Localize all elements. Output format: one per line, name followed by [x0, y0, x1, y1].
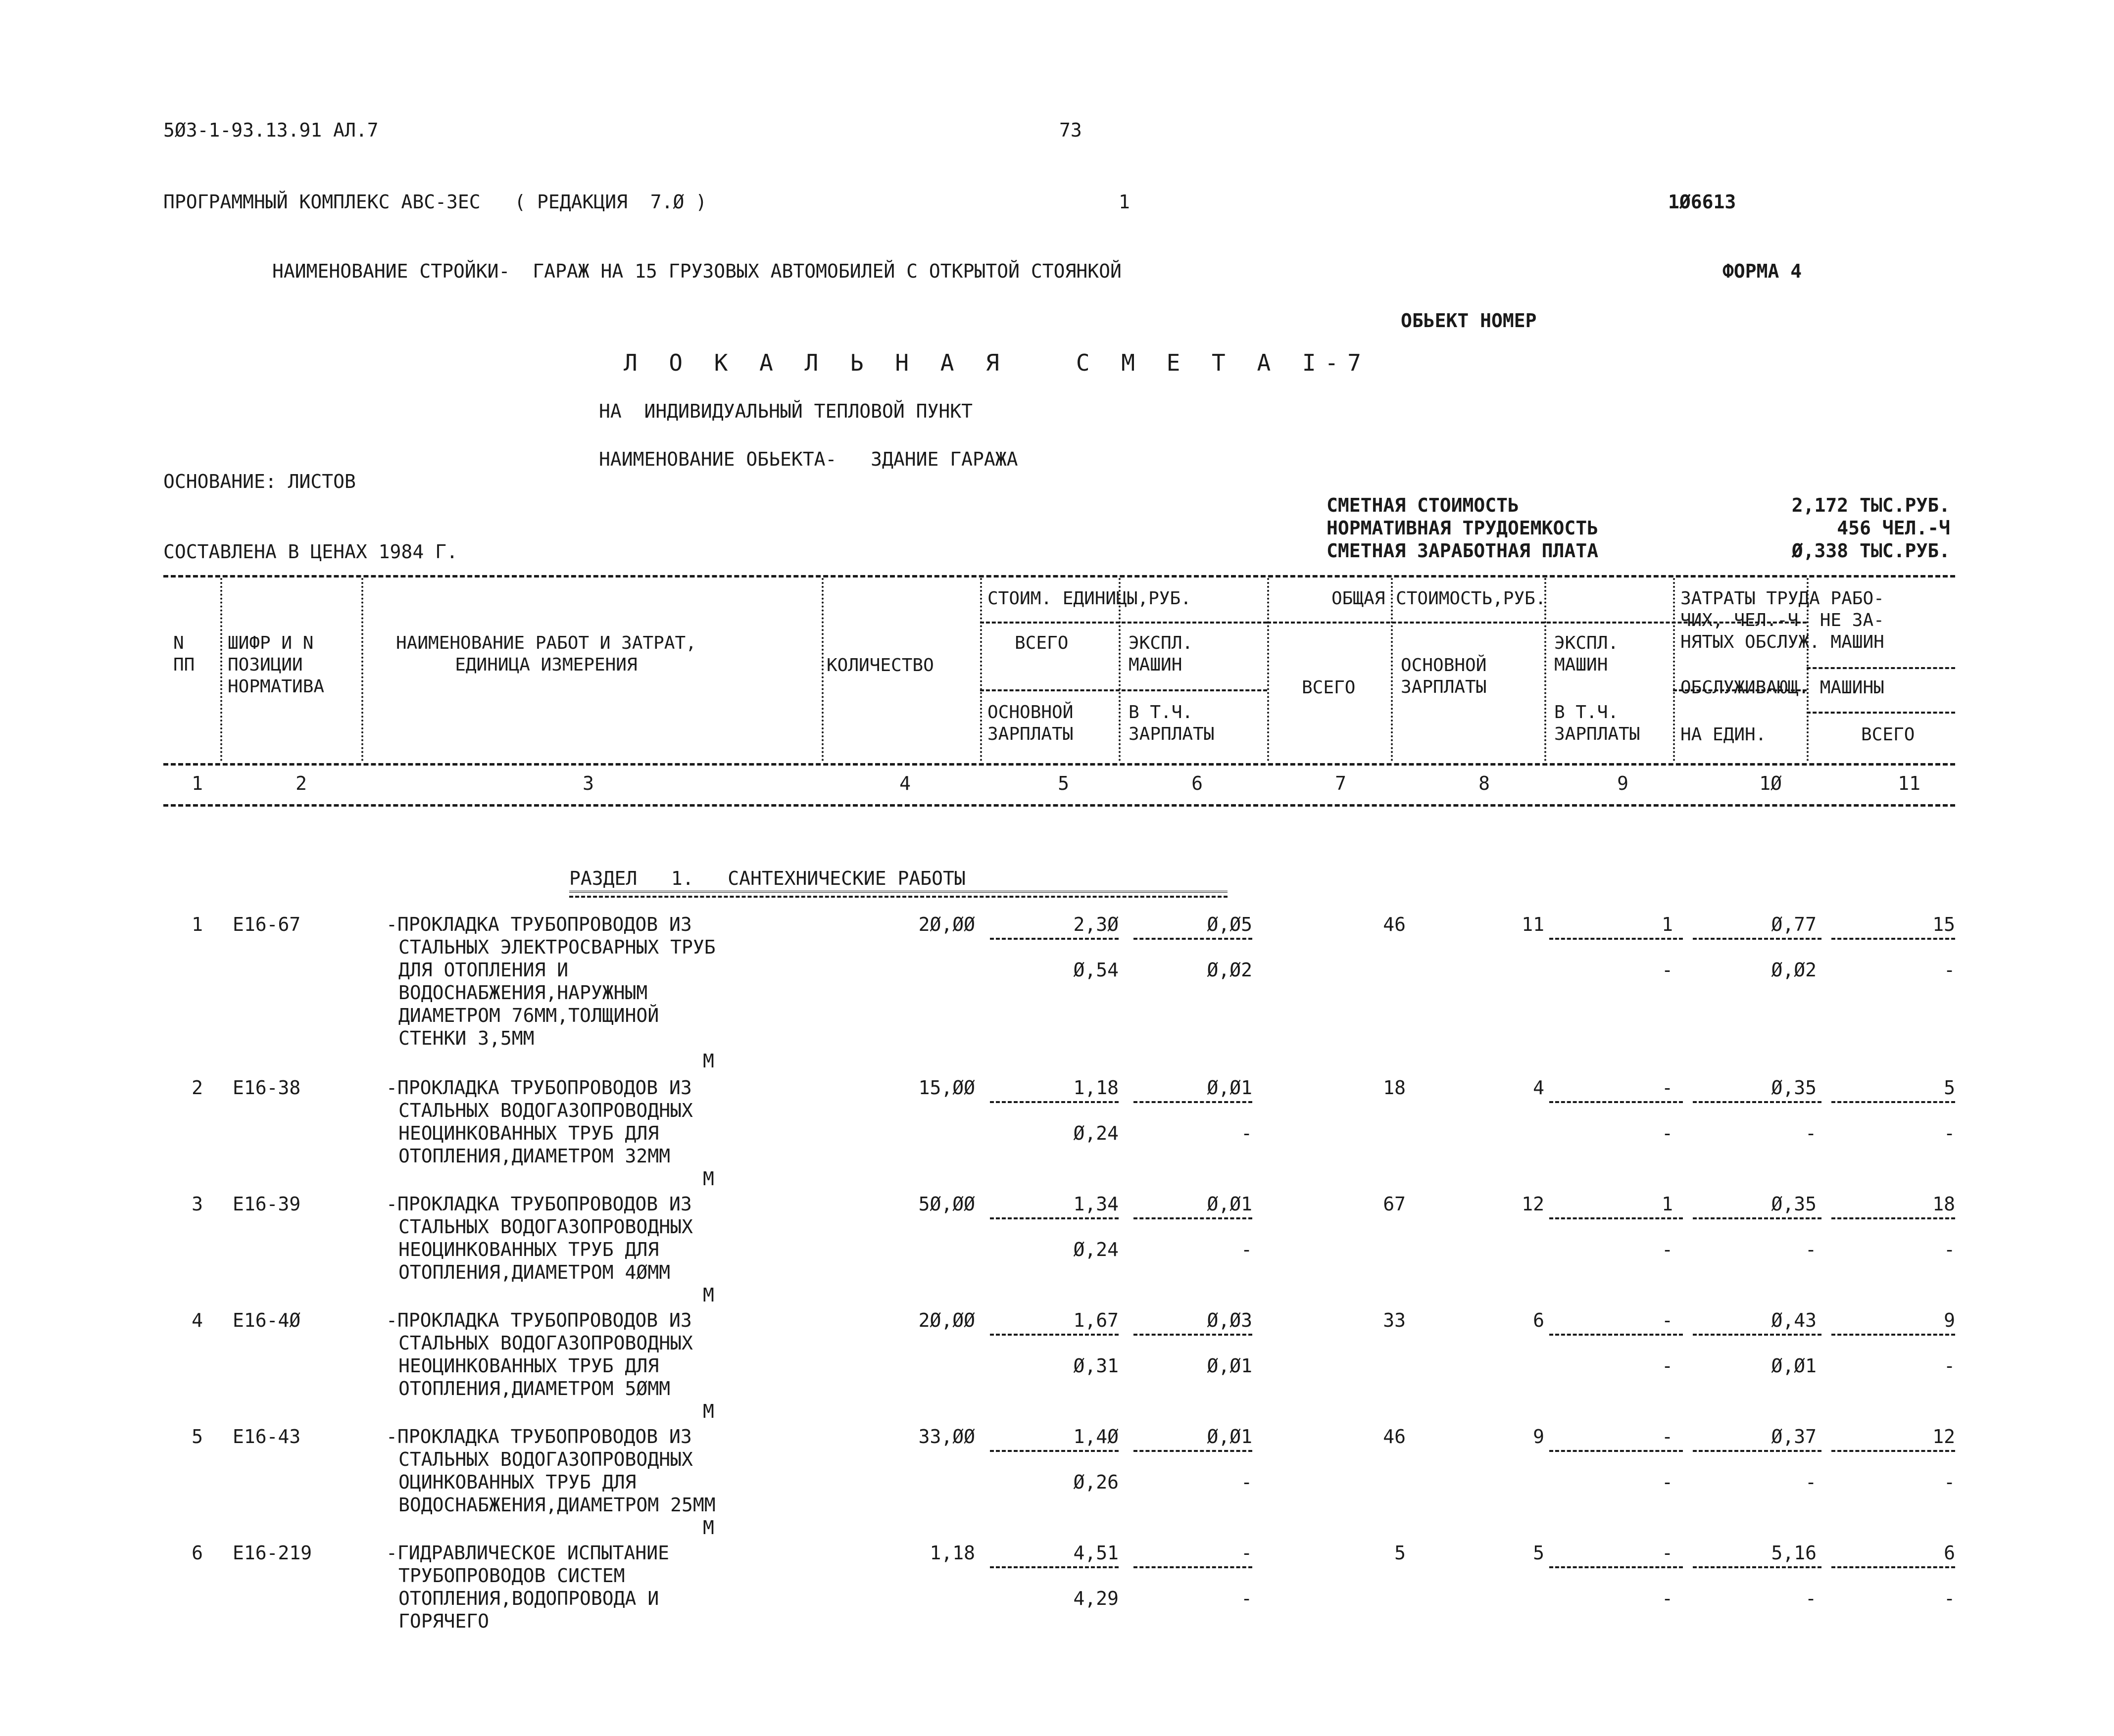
header-unit-total: ВСЕГО	[1015, 633, 1069, 653]
col-number: 2	[295, 772, 307, 794]
summary-value-cost: 2,172 ТЫС.РУБ.	[1791, 494, 1950, 516]
service-total: -	[1944, 1355, 1955, 1377]
cell-rule	[1133, 1217, 1252, 1219]
work-name-line: ВОДОСНАБЖЕНИЯ,НАРУЖНЫМ	[398, 982, 648, 1004]
quantity: 15,ØØ	[918, 1077, 975, 1099]
program-name: ПРОГРАММНЫЙ КОМПЛЕКС АВС-ЗЕС ( РЕДАКЦИЯ 7.Ø )	[163, 191, 707, 213]
cell-rule	[1549, 1566, 1683, 1568]
object-name: НАИМЕНОВАНИЕ ОБЬЕКТА- ЗДАНИЕ ГАРАЖА	[599, 448, 1018, 470]
service-total: -	[1944, 959, 1955, 981]
quantity: 1,18	[930, 1542, 975, 1564]
work-name-line: НЕОЦИНКОВАННЫХ ТРУБ ДЛЯ	[398, 1239, 659, 1260]
col-number: 4	[899, 772, 911, 794]
unit-measure: М	[703, 1517, 714, 1539]
labor-total: 15	[1932, 914, 1955, 935]
header-unit-wage: ОСНОВНОЙ ЗАРПЛАТЫ	[987, 702, 1074, 744]
summary-value-labor: 456 ЧЕЛ.-Ч	[1837, 517, 1950, 539]
unit-measure: М	[703, 1400, 714, 1422]
sheet-number: 1	[1119, 191, 1130, 213]
cell-rule	[1831, 1101, 1955, 1103]
row-number: 3	[192, 1193, 203, 1215]
unit-incl: -	[1241, 1239, 1252, 1260]
col-number: 1	[192, 772, 203, 794]
cell-rule	[990, 1566, 1119, 1568]
labor-unit: Ø,35	[1771, 1193, 1817, 1215]
unit-total: 1,18	[1073, 1077, 1119, 1099]
header-sub-rule	[980, 689, 1267, 691]
work-name-line: -ПРОКЛАДКА ТРУБОПРОВОДОВ ИЗ	[386, 1309, 692, 1331]
work-name-line: ДИАМЕТРОМ 76ММ,ТОЛЩИНОЙ	[398, 1005, 659, 1026]
work-name-line: ОТОПЛЕНИЯ,ДИАМЕТРОМ 5ØММ	[398, 1378, 671, 1399]
labor-unit: Ø,77	[1771, 914, 1817, 935]
quantity: 33,ØØ	[918, 1426, 975, 1447]
labor-total: 18	[1932, 1193, 1955, 1215]
total-all: 5	[1394, 1542, 1406, 1564]
row-number: 1	[192, 914, 203, 935]
norm-code: Е16-38	[233, 1077, 301, 1099]
cell-rule	[1133, 938, 1252, 940]
col-divider	[822, 578, 824, 761]
header-labor: ЗАТРАТЫ ТРУДА РАБО- ЧИХ, ЧЕЛ.-Ч НЕ ЗА- НЯТЫХ ОБСЛУЖ. МАШИН	[1680, 588, 1884, 652]
unit-incl: -	[1241, 1471, 1252, 1493]
quantity: 5Ø,ØØ	[918, 1193, 975, 1215]
section-underline	[569, 896, 1228, 898]
cell-rule	[1693, 1334, 1821, 1336]
labor-total: 9	[1944, 1309, 1955, 1331]
quantity: 2Ø,ØØ	[918, 1309, 975, 1331]
total-incl: -	[1662, 1122, 1673, 1144]
col-number: 7	[1335, 772, 1346, 794]
summary-label-cost: СМЕТНАЯ СТОИМОСТЬ	[1327, 494, 1519, 516]
total-wage: 9	[1533, 1426, 1544, 1447]
cell-rule	[1831, 1334, 1955, 1336]
norm-code: Е16-39	[233, 1193, 301, 1215]
work-name-line: СТЕНКИ 3,5ММ	[398, 1027, 535, 1049]
unit-total: 1,34	[1073, 1193, 1119, 1215]
doc-code: 5Ø3-1-93.13.91 АЛ.7	[163, 119, 379, 141]
unit-measure: М	[703, 1168, 714, 1190]
header-quantity: КОЛИЧЕСТВО	[827, 655, 934, 675]
work-name-line: СТАЛЬНЫХ ВОДОГАЗОПРОВОДНЫХ	[398, 1332, 693, 1354]
unit-wage: Ø,54	[1073, 959, 1119, 981]
total-incl: -	[1662, 1588, 1673, 1609]
document-subtitle: НА ИНДИВИДУАЛЬНЫЙ ТЕПЛОВОЙ ПУНКТ	[599, 400, 973, 422]
prices-basis: СОСТАВЛЕНА В ЦЕНАХ 1984 Г.	[163, 541, 458, 563]
work-name-line: СТАЛЬНЫХ ВОДОГАЗОПРОВОДНЫХ	[398, 1216, 693, 1238]
unit-total: 4,51	[1073, 1542, 1119, 1564]
col-divider	[1267, 578, 1269, 761]
cell-rule	[990, 938, 1119, 940]
unit-expl: -	[1241, 1542, 1252, 1564]
work-name-line: ВОДОСНАБЖЕНИЯ,ДИАМЕТРОМ 25ММ	[398, 1494, 716, 1516]
cell-rule	[1549, 1217, 1683, 1219]
norm-code: Е16-4Ø	[233, 1309, 301, 1331]
unit-incl: Ø,Ø2	[1207, 959, 1252, 981]
unit-wage: Ø,24	[1073, 1239, 1119, 1260]
header-n: N ПП	[173, 633, 195, 675]
unit-wage: 4,29	[1073, 1588, 1119, 1609]
cell-rule	[1549, 1450, 1683, 1452]
service-unit: -	[1805, 1471, 1817, 1493]
work-name-line: -ПРОКЛАДКА ТРУБОПРОВОДОВ ИЗ	[386, 1077, 692, 1099]
table-header	[163, 578, 1955, 761]
cell-rule	[1831, 1450, 1955, 1452]
cell-rule	[990, 1217, 1119, 1219]
service-unit: Ø,Ø2	[1771, 959, 1817, 981]
total-incl: -	[1662, 1355, 1673, 1377]
unit-total: 1,4Ø	[1073, 1426, 1119, 1447]
unit-wage: Ø,26	[1073, 1471, 1119, 1493]
cell-rule	[1831, 938, 1955, 940]
cell-rule	[1693, 938, 1821, 940]
service-total: -	[1944, 1471, 1955, 1493]
col-divider	[1673, 578, 1675, 761]
cell-rule	[1693, 1217, 1821, 1219]
unit-incl: -	[1241, 1122, 1252, 1144]
labor-unit: Ø,35	[1771, 1077, 1817, 1099]
norm-code: Е16-67	[233, 914, 301, 935]
total-expl: 1	[1662, 1193, 1673, 1215]
work-name-line: ГОРЯЧЕГО	[398, 1610, 490, 1632]
norm-code: Е16-43	[233, 1426, 301, 1447]
header-sub-rule	[1673, 689, 1807, 691]
section-title: РАЗДЕЛ 1. САНТЕХНИЧЕСКИЕ РАБОТЫ	[569, 868, 966, 889]
summary-label-labor: НОРМАТИВНАЯ ТРУДОЕМКОСТЬ	[1327, 517, 1599, 539]
unit-expl: Ø,Ø3	[1207, 1309, 1252, 1331]
work-name-line: -ПРОКЛАДКА ТРУБОПРОВОДОВ ИЗ	[386, 1193, 692, 1215]
form-label: ФОРМА 4	[1722, 260, 1802, 282]
total-incl: -	[1662, 959, 1673, 981]
cell-rule	[1549, 1101, 1683, 1103]
total-wage: 5	[1533, 1542, 1544, 1564]
labor-unit: Ø,37	[1771, 1426, 1817, 1447]
cell-rule	[1693, 1566, 1821, 1568]
header-unit-expl: ЭКСПЛ. МАШИН	[1129, 633, 1193, 675]
cell-rule	[1693, 1450, 1821, 1452]
header-labor-serv: ОБСЛУЖИВАЮЩ. МАШИНЫ	[1680, 677, 1884, 698]
unit-total: 2,3Ø	[1073, 914, 1119, 935]
total-incl: -	[1662, 1471, 1673, 1493]
col-divider	[361, 578, 363, 761]
header-top-rule	[163, 575, 1955, 578]
document-title: Л О К А Л Ь Н А Я С М Е Т А I-7	[624, 349, 1370, 376]
total-expl: -	[1662, 1309, 1673, 1331]
cell-rule	[1693, 1101, 1821, 1103]
col-number: 8	[1478, 772, 1490, 794]
unit-total: 1,67	[1073, 1309, 1119, 1331]
header-sub-rule	[1807, 667, 1955, 669]
service-unit: -	[1805, 1239, 1817, 1260]
quantity: 2Ø,ØØ	[918, 914, 975, 935]
construction-name: НАИМЕНОВАНИЕ СТРОЙКИ- ГАРАЖ НА 15 ГРУЗОВЫХ АВТОМОБИЛЕЙ С ОТКРЫТОЙ СТОЯНКОЙ	[272, 260, 1122, 282]
unit-expl: Ø,Ø5	[1207, 914, 1252, 935]
labor-unit: Ø,43	[1771, 1309, 1817, 1331]
summary-label-wage: СМЕТНАЯ ЗАРАБОТНАЯ ПЛАТА	[1327, 540, 1599, 562]
cell-rule	[1831, 1566, 1955, 1568]
unit-incl: Ø,Ø1	[1207, 1355, 1252, 1377]
col-divider	[980, 578, 982, 761]
service-unit: -	[1805, 1588, 1817, 1609]
col-number: 6	[1191, 772, 1203, 794]
header-mid-rule	[163, 763, 1955, 766]
unit-incl: -	[1241, 1588, 1252, 1609]
header-bottom-rule	[163, 804, 1955, 807]
total-expl: -	[1662, 1426, 1673, 1447]
total-incl: -	[1662, 1239, 1673, 1260]
total-all: 18	[1383, 1077, 1406, 1099]
header-labor-unit: НА ЕДИН.	[1680, 724, 1767, 745]
col-divider	[220, 578, 222, 761]
unit-measure: М	[703, 1284, 714, 1306]
unit-expl: Ø,Ø1	[1207, 1077, 1252, 1099]
total-expl: -	[1662, 1077, 1673, 1099]
service-total: -	[1944, 1588, 1955, 1609]
cell-rule	[1133, 1450, 1252, 1452]
header-total-incl: В Т.Ч. ЗАРПЛАТЫ	[1554, 702, 1640, 744]
unit-wage: Ø,31	[1073, 1355, 1119, 1377]
header-code: ШИФР И N ПОЗИЦИИ НОРМАТИВА	[228, 633, 325, 697]
header-sub-rule	[1807, 712, 1955, 714]
work-name-line: ДЛЯ ОТОПЛЕНИЯ И	[398, 959, 569, 981]
cell-rule	[1133, 1334, 1252, 1336]
service-total: -	[1944, 1122, 1955, 1144]
row-number: 2	[192, 1077, 203, 1099]
document-number: 1Ø6613	[1668, 191, 1736, 213]
total-all: 46	[1383, 914, 1406, 935]
row-number: 5	[192, 1426, 203, 1447]
header-unit-incl: В Т.Ч. ЗАРПЛАТЫ	[1129, 702, 1215, 744]
total-all: 46	[1383, 1426, 1406, 1447]
work-name-line: НЕОЦИНКОВАННЫХ ТРУБ ДЛЯ	[398, 1355, 659, 1377]
header-name: НАИМЕНОВАНИЕ РАБОТ И ЗАТРАТ, ЕДИНИЦА ИЗМЕРЕНИЯ	[396, 633, 696, 675]
col-number: 9	[1617, 772, 1628, 794]
work-name-line: ОТОПЛЕНИЯ,ДИАМЕТРОМ 4ØММ	[398, 1261, 671, 1283]
header-total-cost: ОБЩАЯ СТОИМОСТЬ,РУБ.	[1331, 588, 1546, 609]
work-name-line: -ПРОКЛАДКА ТРУБОПРОВОДОВ ИЗ	[386, 914, 692, 935]
work-name-line: -ГИДРАВЛИЧЕСКОЕ ИСПЫТАНИЕ	[386, 1542, 669, 1564]
col-number: 3	[583, 772, 594, 794]
unit-expl: Ø,Ø1	[1207, 1426, 1252, 1447]
work-name-line: СТАЛЬНЫХ ВОДОГАЗОПРОВОДНЫХ	[398, 1100, 693, 1121]
work-name-line: ТРУБОПРОВОДОВ СИСТЕМ	[398, 1565, 625, 1587]
labor-total: 12	[1932, 1426, 1955, 1447]
cell-rule	[1133, 1101, 1252, 1103]
norm-code: Е16-219	[233, 1542, 312, 1564]
object-number-label: ОБЬЕКТ НОМЕР	[1401, 310, 1537, 332]
work-name-line: НЕОЦИНКОВАННЫХ ТРУБ ДЛЯ	[398, 1122, 659, 1144]
header-total-wage: ОСНОВНОЙ ЗАРПЛАТЫ	[1401, 655, 1487, 697]
col-number: 5	[1058, 772, 1069, 794]
cell-rule	[990, 1450, 1119, 1452]
row-number: 4	[192, 1309, 203, 1331]
col-number: 11	[1898, 772, 1920, 794]
total-wage: 4	[1533, 1077, 1544, 1099]
header-unit-cost: СТОИМ. ЕДИНИЦЫ,РУБ.	[987, 588, 1191, 609]
total-all: 67	[1383, 1193, 1406, 1215]
cell-rule	[1549, 1334, 1683, 1336]
total-wage: 6	[1533, 1309, 1544, 1331]
labor-unit: 5,16	[1771, 1542, 1817, 1564]
header-total-expl: ЭКСПЛ. МАШИН	[1554, 633, 1619, 675]
labor-total: 5	[1944, 1077, 1955, 1099]
cell-rule	[1133, 1566, 1252, 1568]
header-sub-rule	[980, 622, 1267, 624]
work-name-line: -ПРОКЛАДКА ТРУБОПРОВОДОВ ИЗ	[386, 1426, 692, 1447]
work-name-line: СТАЛЬНЫХ ЭЛЕКТРОСВАРНЫХ ТРУБ	[398, 936, 716, 958]
header-sub-rule	[1267, 622, 1807, 624]
cell-rule	[990, 1334, 1119, 1336]
section-underline	[569, 891, 1228, 893]
work-name-line: ОЦИНКОВАННЫХ ТРУБ ДЛЯ	[398, 1471, 637, 1493]
total-expl: -	[1662, 1542, 1673, 1564]
header-labor-total: ВСЕГО	[1861, 724, 1915, 745]
labor-total: 6	[1944, 1542, 1955, 1564]
header-total-all: ВСЕГО	[1302, 677, 1356, 698]
total-all: 33	[1383, 1309, 1406, 1331]
work-name-line: СТАЛЬНЫХ ВОДОГАЗОПРОВОДНЫХ	[398, 1448, 693, 1470]
row-number: 6	[192, 1542, 203, 1564]
unit-expl: Ø,Ø1	[1207, 1193, 1252, 1215]
service-unit: Ø,Ø1	[1771, 1355, 1817, 1377]
unit-wage: Ø,24	[1073, 1122, 1119, 1144]
cell-rule	[990, 1101, 1119, 1103]
cell-rule	[1831, 1217, 1955, 1219]
total-wage: 11	[1522, 914, 1544, 935]
service-unit: -	[1805, 1122, 1817, 1144]
col-number: 1Ø	[1759, 772, 1782, 794]
total-expl: 1	[1662, 914, 1673, 935]
total-wage: 12	[1522, 1193, 1544, 1215]
work-name-line: ОТОПЛЕНИЯ,ДИАМЕТРОМ 32ММ	[398, 1145, 671, 1167]
work-name-line: ОТОПЛЕНИЯ,ВОДОПРОВОДА И	[398, 1588, 659, 1609]
service-total: -	[1944, 1239, 1955, 1260]
basis-label: ОСНОВАНИЕ: ЛИСТОВ	[163, 471, 356, 492]
unit-measure: М	[703, 1050, 714, 1072]
summary-value-wage: Ø,338 ТЫС.РУБ.	[1791, 540, 1950, 562]
cell-rule	[1549, 938, 1683, 940]
page-number: 73	[1059, 119, 1082, 141]
